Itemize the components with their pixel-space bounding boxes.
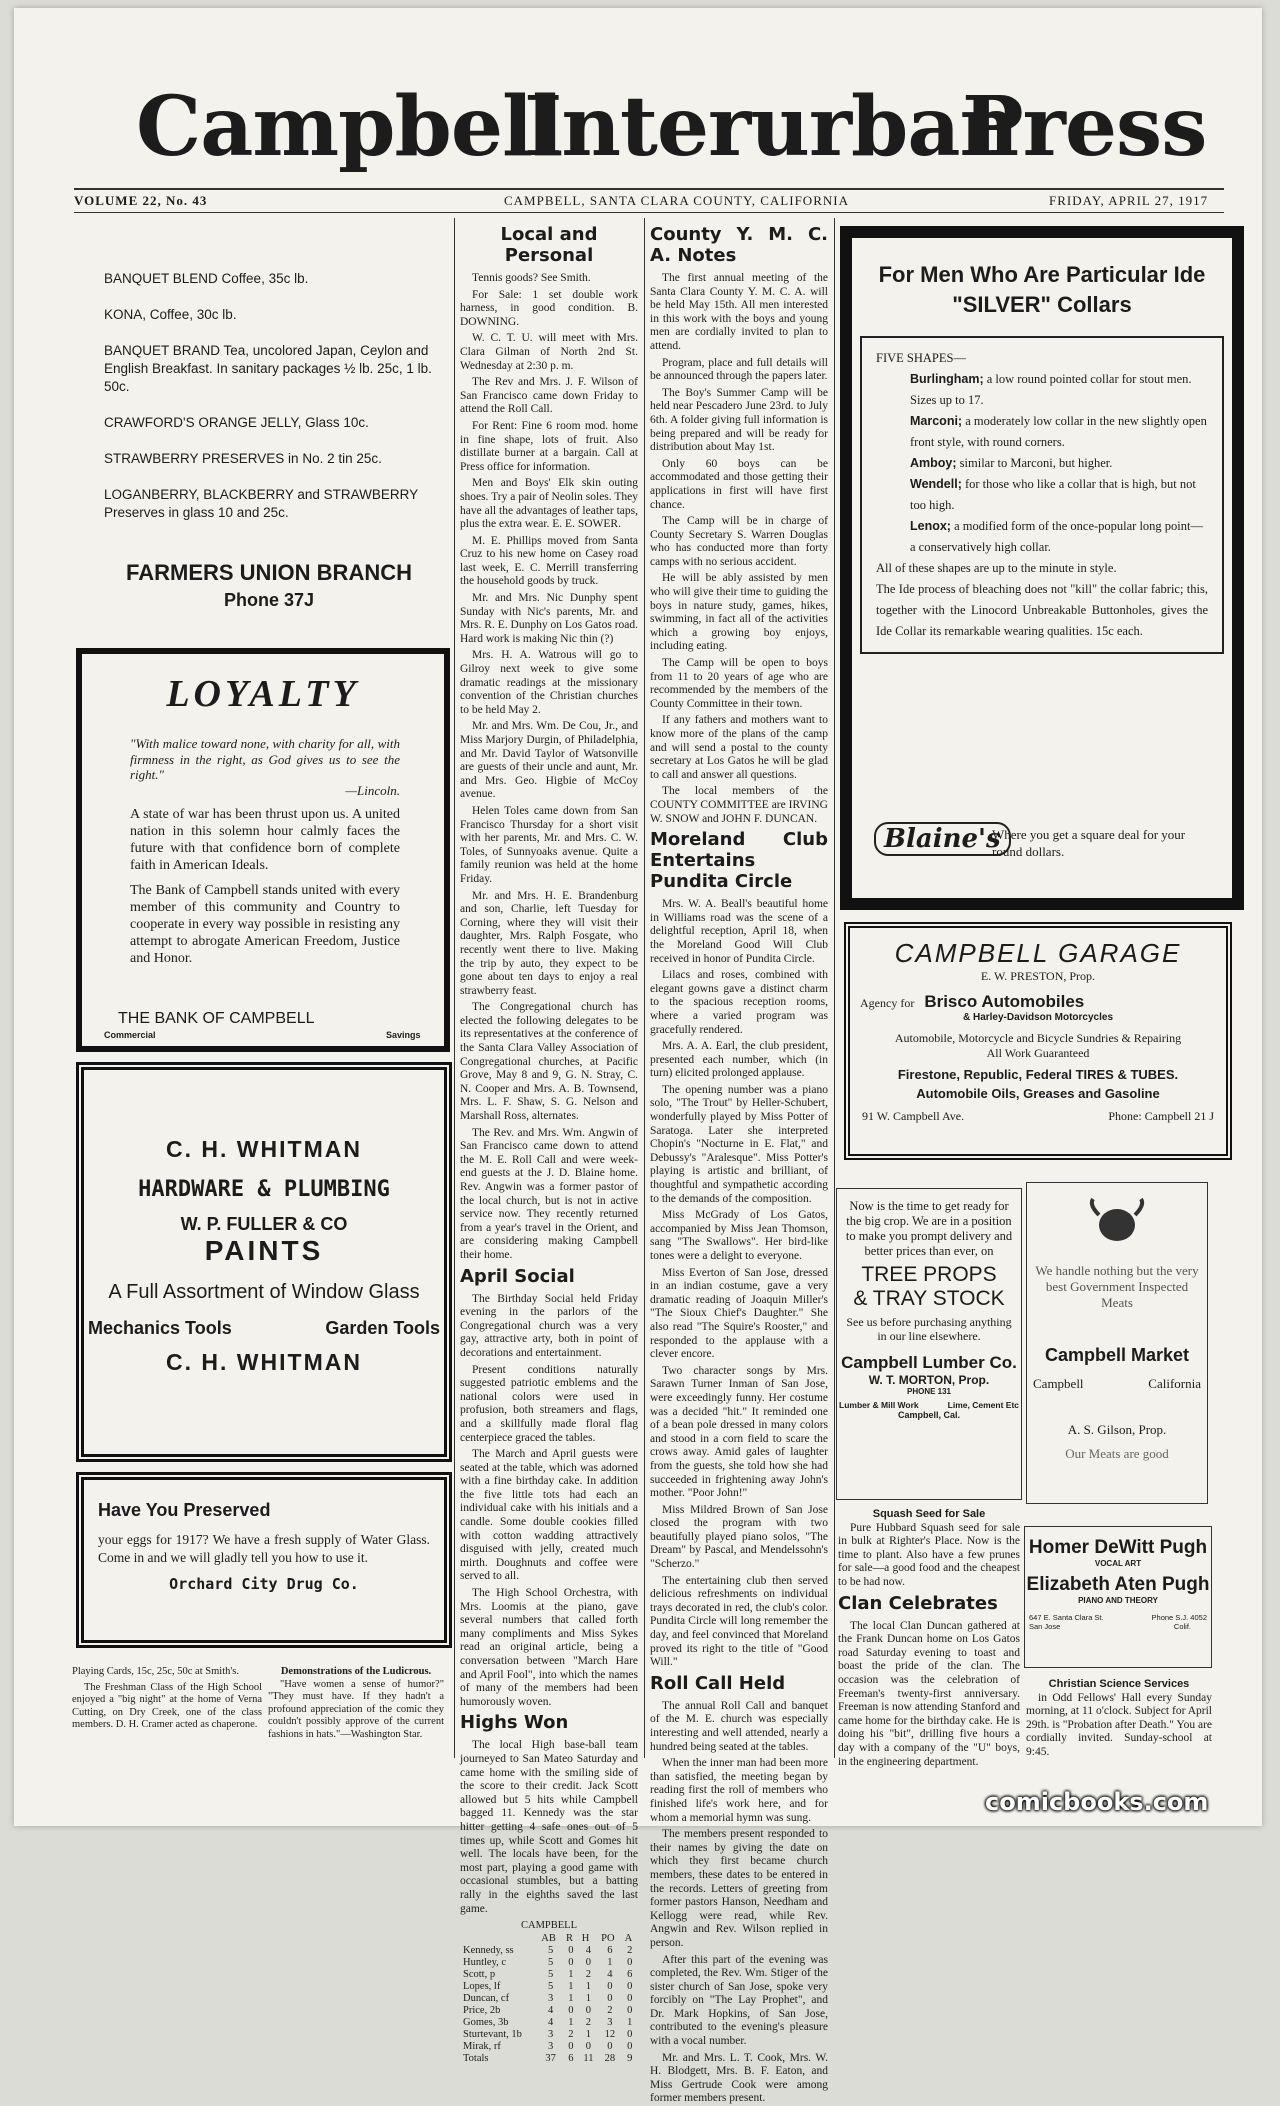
freshman-note: The Freshman Class of the High School enjoyed a "big night" at the home of Verna Cutting, on Dry Creek, one of the class members. D. H. Cramer acted as chaperone. xyxy=(72,1681,262,1730)
campbell-market-ad xyxy=(1026,1182,1208,1504)
collar-style-desc: similar to Marconi, but higher. xyxy=(959,456,1113,470)
box-score-row xyxy=(460,1957,638,1969)
score-cell: 9 xyxy=(627,2052,633,2064)
clan-body: The local Clan Duncan gathered at the Frank Duncan home on Los Gatos road Saturday evening to toast and boast the pride of the clan. The occasion was the celebration of Freeman's twenty-first anniversary. Freeman is now attending Stanford and came home for the birthday cake. He is doing his "bit", drilling five hours a day with a company of the "U" boys, in the engineering department. xyxy=(838,1619,1020,1768)
score-cell: 1 xyxy=(627,2016,633,2028)
moreland-item: Two character songs by Mrs. Sarawn Turner Inman of San Jose, were exceedingly funny. Her costume was a decided "hit." It reminded one of a bean pole dressed in many colors and stood in a corn field to scare the crows away. Amid gales of laughter from the guests, she told how she had succeeded in frightening away John's mother. "Poor John!" xyxy=(650,1364,828,1500)
local-personal-column xyxy=(460,222,638,2064)
lumber-left: Lumber & Mill Work xyxy=(839,1400,919,1410)
window-glass-line: A Full Assortment of Window Glass xyxy=(108,1281,420,1303)
campbell-garage-ad xyxy=(844,922,1232,1160)
column-rule xyxy=(834,218,835,1758)
score-cell: 0 xyxy=(607,2040,613,2052)
box-score-row xyxy=(460,2017,638,2029)
ymca-item: If any fathers and mothers want to know more of the plans of the camp and will send a postal to the county secretary at Los Gatos he will be glad to call and answer all questions. xyxy=(650,714,828,781)
local-item: The Rev and Mrs. J. F. Wilson of San Francisco came down Friday to attend the Roll Call. xyxy=(460,376,638,416)
drug-body: your eggs for 1917? We have a fresh supply of Water Glass. Come in and we will gladly tell you how to use it. xyxy=(98,1532,430,1565)
social-item: Present conditions naturally suggested patriotic emblems and the national colors were used in profusion, both streamers and flags, and a skillfully made floral flag centerpiece graced the tables. xyxy=(460,1363,638,1444)
blaines-logo: Blaine's xyxy=(874,822,1011,856)
ymca-item: Only 60 boys can be accommodated and those getting their applications in first will have first chance. xyxy=(650,457,828,511)
score-cell: R xyxy=(566,1932,574,1944)
ymca-item: The Boy's Summer Camp will be held near Pescadero June 23rd. to July 6th. A folder giving full information is being prepared and will be ready for distribution about May 1st. xyxy=(650,386,828,454)
market-prop: A. S. Gilson, Prop. xyxy=(1067,1422,1167,1437)
ymca-item: He will be ably assisted by men who will give their time to guiding the boys in nature study, games, hikes, swimming, in fact all of the activities which a growing boy enjoys, including eating. xyxy=(650,572,828,653)
lumber-intro: Now is the time to get ready for the big crop. We are in a position to make you prompt delivery and better prices than ever, on xyxy=(845,1199,1013,1258)
collar-style-desc: a moderately low collar in the new slightly open front style, with round corners. xyxy=(910,414,1207,449)
score-cell: 0 xyxy=(585,1956,592,1968)
box-score-title: CAMPBELL xyxy=(520,1920,577,1932)
score-cell: AB xyxy=(541,1932,556,1944)
pugh-sub1: VOCAL ART xyxy=(1094,1559,1142,1568)
local-title: Local and Personal xyxy=(500,224,598,266)
collar-style-name: Marconi; xyxy=(910,414,963,428)
ymca-title: County Y. M. C. A. Notes xyxy=(650,224,828,266)
moreland-item: Lilacs and roses, combined with elegant gowns gave a distinct charm to the spacious reception rooms, where a varied program was gracefully rendered. xyxy=(650,969,828,1036)
masthead-word-campbell: Campbell xyxy=(136,79,563,175)
collar-style xyxy=(876,474,1208,516)
score-cell: 0 xyxy=(627,2004,633,2016)
score-cell: Huntley, c xyxy=(463,1956,507,1968)
branch-name: FARMERS UNION BRANCH xyxy=(126,560,412,585)
lumber-town: Campbell, Cal. xyxy=(897,1410,960,1420)
ymca-column xyxy=(650,222,828,2105)
score-cell: 11 xyxy=(583,2052,594,2064)
local-item: The Congregational church has elected the following delegates to be its representatives at the conference of the Santa Clara Valley Association of Congregational churches, at Pacific Grove, May 8 and 9, G. N. Stray, C. N. Cooper and Mrs. A. B. Townsend, Mrs. L. F. Shaw, S. G. Nelson and Marshall Ross, alternates. xyxy=(460,1001,638,1123)
moreland-title: Moreland Club Entertains Pundita Circle xyxy=(650,829,828,893)
moreland-item: Mrs. A. A. Earl, the club president, presented each number, which (in turn) elicited prolonged applause. xyxy=(650,1040,828,1080)
five-shapes: FIVE SHAPES— xyxy=(876,351,966,365)
grocery-ad xyxy=(104,270,434,540)
box-score-header xyxy=(460,1933,638,1945)
ludicrous-title: Demonstrations of the Ludicrous. xyxy=(280,1666,432,1677)
collar-style-desc: a low round pointed collar for stout men. Sizes up to 17. xyxy=(910,372,1192,407)
grocery-item: STRAWBERRY PRESERVES in No. 2 tin 25c. xyxy=(104,451,382,466)
agency-label: Agency for xyxy=(860,996,915,1010)
ymca-item: The first annual meeting of the Santa Clara County Y. M. C. A. will be held May 15th. All men interested in this work with the boys and young men are cordially invited to plan to attend. xyxy=(650,272,828,352)
score-cell: 2 xyxy=(627,1944,633,1956)
steer-head-icon xyxy=(1087,1197,1147,1247)
paints-line: PAINTS xyxy=(204,1235,324,1266)
score-cell: 1 xyxy=(607,1956,613,1968)
score-cell: 1 xyxy=(568,1980,574,1992)
collar-style-name: Lenox; xyxy=(910,519,951,533)
box-score-row xyxy=(460,1993,638,2005)
score-cell: 1 xyxy=(585,1980,592,1992)
score-cell: 0 xyxy=(627,1956,633,1968)
savings-label: Savings xyxy=(386,1030,421,1040)
collar-style xyxy=(876,453,1208,474)
pugh-city: San Jose xyxy=(1029,1622,1061,1631)
collar-style xyxy=(876,411,1208,453)
column-rule xyxy=(454,218,455,1758)
score-cell: 0 xyxy=(627,2040,633,2052)
score-cell: 4 xyxy=(548,2016,554,2028)
local-item: M. E. Phillips moved from Santa Cruz to his new home on Casey road last week, E. C. Merrill transferring the household goods by truck. xyxy=(460,534,638,588)
local-item: Helen Toles came down from San Francisco Thursday for a short visit with her parents, Mr. and Mrs. C. W. Toles, of Sunnyoaks avenue. Quite a family reunion was held at the home Friday. xyxy=(460,804,638,885)
roll-call-item: After this part of the evening was completed, the Rev. Wm. Stiger of the sister church of San Jose, spoke very forcibly on "The Lay Prophet", and Dr. Mark Hopkins, of San Jose, contributed to the evening's pleasure with a vocal number. xyxy=(650,1953,828,2048)
score-cell: 1 xyxy=(568,1968,574,1980)
market-intro: We handle nothing but the very best Government Inspected Meats xyxy=(1035,1263,1199,1310)
ide-collars-ad xyxy=(840,226,1244,910)
score-cell: 2 xyxy=(585,2016,592,2028)
collar-style-name: Amboy; xyxy=(910,456,957,470)
score-cell: 3 xyxy=(607,2016,613,2028)
score-cell: 0 xyxy=(568,2040,574,2052)
collars-title: For Men Who Are Particular Ide "SILVER" Collars xyxy=(878,262,1206,317)
masthead-word-press: Press xyxy=(962,79,1207,175)
ludicrous-item xyxy=(268,1666,444,1744)
collar-style-name: Wendell; xyxy=(910,477,962,491)
garage-brand: Brisco Automobiles xyxy=(924,992,1085,1011)
highs-won-title: Highs Won xyxy=(460,1712,569,1734)
box-score-row xyxy=(460,1981,638,1993)
roll-call-item: The members present responded to their names by giving the date on which they first became church members, these dates to be entered in the records. Letters of greeting from former pastors Hanson, Needham and Kellogg were read, while Rev. Angwin and Rev. Wilson replied in person. xyxy=(650,1828,828,1949)
score-cell: 4 xyxy=(585,1944,592,1956)
garage-line: All Work Guaranteed xyxy=(986,1046,1090,1060)
lumber-right: Lime, Cement Etc xyxy=(947,1400,1019,1410)
bottom-left-items xyxy=(72,1666,262,1735)
score-cell: 4 xyxy=(607,1968,613,1980)
score-cell: 3 xyxy=(548,2028,554,2040)
loyalty-paragraph: The Bank of Campbell stands united with every member of this community and Country to cooperate in every way possible in resisting any attempt to abrogate American Freedom, Justice and Honor. xyxy=(130,883,400,966)
local-item: Mr. and Mrs. Nic Dunphy spent Sunday with Nic's parents, Mr. and Mrs. R. E. Dunphy on Los Gatos road. Hard work is making Nic thin (?) xyxy=(460,592,638,645)
local-item: Mrs. H. A. Watrous will go to Gilroy next week to give some dramatic readings at the missionary convention of the Christian churches to be held May 2. xyxy=(460,649,638,716)
local-item: Mr. and Mrs. H. E. Brandenburg and son, Charlie, left Tuesday for Corning, where they will visit their daughter, Mrs. Ralph Fosgate, who recently went there to live. Making the trip by auto, they expect to be gone about ten days to enjoy a real strawberry feast. xyxy=(460,889,638,997)
score-cell: 1 xyxy=(568,2016,574,2028)
box-score-row xyxy=(460,2029,638,2041)
score-cell: 12 xyxy=(604,2028,616,2040)
lumber-name: Campbell Lumber Co. xyxy=(841,1353,1017,1372)
score-cell: 0 xyxy=(585,2004,592,2016)
christian-science-notice xyxy=(1026,1678,1212,1763)
garage-tires: Firestone, Republic, Federal TIRES & TUBES. xyxy=(897,1067,1179,1082)
volume-number: VOLUME 22, No. 43 xyxy=(74,193,208,208)
collar-style-desc: a modified form of the once-popular long point—a conservatively high collar. xyxy=(910,519,1204,554)
score-cell: 5 xyxy=(548,1956,554,1968)
social-item: The March and April guests were seated at the table, which was adorned with a fine birthday cake. In addition the five little tots had each an individual cake with his initials and a candle. Some double cookies filled with cotton wadding attractively disguised with jelly, created much mirth. Doughnuts and coffee were served to all. xyxy=(460,1448,638,1583)
fuller-line: W. P. FULLER & CO xyxy=(180,1214,348,1234)
dateline xyxy=(74,188,1224,213)
column-rule xyxy=(644,218,645,1758)
commercial-label: Commercial xyxy=(104,1030,156,1040)
score-cell: 0 xyxy=(607,1980,613,1992)
local-item: Men and Boys' Elk skin outing shoes. Try a pair of Neolin soles. They have all the advantages of leather taps, plus the extra wear. E. E. SOWER. xyxy=(460,477,638,531)
garage-oils: Automobile Oils, Greases and Gasoline xyxy=(916,1086,1160,1101)
squash-clan-column xyxy=(838,1508,1020,1768)
moreland-item: Miss Everton of San Jose, dressed in an indian costume, gave a very dramatic reading of Joaquin Miller's "The Sioux Chief's Daughter." She also read "The Squire's Rooster," and responded to the applause with a clever encore. xyxy=(650,1266,828,1361)
roll-call-item: Mr. and Mrs. L. T. Cook, Mrs. W. H. Blodgett, Mrs. B. F. Eaton, and Miss Gertrude Cook were among former members present. xyxy=(650,2051,828,2105)
score-cell: 0 xyxy=(568,1956,574,1968)
lumber-phone: PHONE 131 xyxy=(906,1387,952,1396)
local-item: Mr. and Mrs. Wm. De Cou, Jr., and Miss Marjory Durgin, of Philadelphia, and Mr. David Taylor of Watsonville are guests of their uncle and aunt, Mr. and Mrs. Geo. Higbie of McCoy avenue. xyxy=(460,720,638,801)
score-cell: A xyxy=(624,1932,633,1944)
roll-call-title: Roll Call Held xyxy=(650,1672,786,1694)
orchard-drug-ad xyxy=(76,1472,452,1648)
score-cell: 1 xyxy=(585,2028,592,2040)
garden-tools: Garden Tools xyxy=(325,1318,440,1338)
grocery-item: KONA, Coffee, 30c lb. xyxy=(104,307,237,322)
blaines-slogan: Where you get a square deal for your round dollars. xyxy=(992,827,1186,859)
ludicrous-body: "Have women a sense of humor?" "They must have. If they hadn't a profound appreciation of the comic they couldn't possibly approve of the current fashions in hats."—Washington Star. xyxy=(268,1678,444,1740)
score-cell: Gomes, 3b xyxy=(463,2016,509,2028)
market-left: Campbell xyxy=(1033,1376,1084,1391)
box-score-row xyxy=(460,2053,638,2065)
collar-style-name: Burlingham; xyxy=(910,372,984,386)
campbell-lumber-ad xyxy=(836,1188,1022,1500)
bank-name: THE BANK OF CAMPBELL xyxy=(118,1010,315,1027)
drug-title: Have You Preserved xyxy=(98,1500,271,1520)
box-score-row xyxy=(460,1945,638,1957)
local-item: W. C. T. U. will meet with Mrs. Clara Gilman of North 2nd St. Wednesday at 2:30 p. m. xyxy=(460,332,638,372)
score-cell: 37 xyxy=(545,2052,556,2064)
squash-body: Pure Hubbard Squash seed for sale in bulk at Righter's Place. Now is the time to plant. Also have a few prunes for sale—a good food and the cheapest to be had now. xyxy=(838,1521,1020,1588)
lumber-big1: TREE PROPS xyxy=(861,1263,997,1286)
score-cell: 0 xyxy=(627,2028,633,2040)
score-cell: 2 xyxy=(585,1968,592,1980)
score-cell: Mirak, rf xyxy=(463,2040,501,2052)
box-score-row xyxy=(460,2041,638,2053)
social-item: The Birthday Social held Friday evening in the parlors of the Congregational church was a very gay, attractive arty, both in point of decorations and entertainment. xyxy=(460,1292,638,1359)
garage-line: Automobile, Motorcycle and Bicycle Sundries & Repairing xyxy=(894,1031,1182,1045)
score-cell: 5 xyxy=(548,1968,554,1980)
score-cell: 28 xyxy=(604,2052,616,2064)
whitman-hardware-ad xyxy=(76,1062,452,1462)
lumber-prop: W. T. MORTON, Prop. xyxy=(868,1373,990,1387)
collar-style xyxy=(876,369,1208,411)
score-cell: 1 xyxy=(585,1992,592,2004)
moreland-item: Mrs. W. A. Beall's beautiful home in Williams road was the scene of a delightful reception, April 18, when the Moreland Good Will Club received in honor of Pundita Circle. xyxy=(650,898,828,965)
grocery-item: CRAWFORD'S ORANGE JELLY, Glass 10c. xyxy=(104,415,369,430)
watermark: comicbooks.com xyxy=(985,1788,1209,1816)
score-cell: 0 xyxy=(568,2004,574,2016)
score-cell: 2 xyxy=(568,2028,574,2040)
score-cell: 0 xyxy=(585,2040,592,2052)
score-cell xyxy=(460,1933,538,1945)
score-cell: 0 xyxy=(627,1980,633,1992)
score-cell: 3 xyxy=(548,2040,554,2052)
pugh-phone: Phone S.J. 4052 xyxy=(1151,1613,1207,1622)
market-name: Campbell Market xyxy=(1044,1345,1190,1365)
loyalty-paragraph: A state of war has been thrust upon us. A united nation in this solemn hour calmly faces the future with that confidence born of complete faith in American Ideals. xyxy=(130,807,400,873)
april-social-title: April Social xyxy=(460,1265,575,1287)
masthead xyxy=(14,79,1262,196)
social-item: The High School Orchestra, with Mrs. Loomis at the piano, gave several numbers that called forth many compliments and Miss Sykes read an original article, being a conversation between "March Hare and April Fool", into which the names of many of the members had been humorously woven. xyxy=(460,1587,638,1708)
science-title: Christian Science Services xyxy=(1048,1678,1190,1690)
playing-cards-note: Playing Cards, 15c, 25c, 50c at Smith's. xyxy=(72,1666,239,1677)
box-score-table xyxy=(460,1933,638,2065)
ymca-item: Program, place and full details will be announced through the papers later. xyxy=(650,356,828,383)
score-cell: 0 xyxy=(607,1992,613,2004)
local-item: Tennis goods? See Smith. xyxy=(472,272,591,284)
box-score-row xyxy=(460,1969,638,1981)
bank-loyalty-ad xyxy=(76,648,450,1052)
issue-date: FRIDAY, APRIL 27, 1917 xyxy=(1049,193,1209,208)
score-cell: PO xyxy=(601,1932,615,1944)
place-line: CAMPBELL, SANTA CLARA COUNTY, CALIFORNIA xyxy=(504,193,849,208)
garage-title: CAMPBELL GARAGE xyxy=(894,938,1182,968)
collars-process: The Ide process of bleaching does not "kill" the collar fabric; this, together with the Linocord Unbreakable Buttonholes, gives the Ide Collar its remarkable wearing qualities. 15c each. xyxy=(876,582,1208,638)
score-cell: H xyxy=(581,1932,590,1944)
score-cell: Kennedy, ss xyxy=(463,1944,514,1956)
farmers-union-ad xyxy=(104,560,434,611)
score-cell: 6 xyxy=(607,1944,613,1956)
roll-call-item: The annual Roll Call and banquet of the M. E. church was especially interesting and well attended, nearly a hundred being seated at the tables. xyxy=(650,1699,828,1753)
squash-title: Squash Seed for Sale xyxy=(872,1508,986,1520)
score-cell: 6 xyxy=(568,2052,574,2064)
moreland-item: The entertaining club then served delicious refreshments on individual trays decorated in red, the club's color. Pundita Circle will long remember the day, and feel convinced that Moreland proved its right to the title of "Good Will." xyxy=(650,1574,828,1669)
local-item: For Sale: 1 set double work harness, in good condition. B. DOWNING. xyxy=(460,288,638,328)
garage-phone: Phone: Campbell 21 J xyxy=(1108,1109,1214,1123)
newspaper-page xyxy=(14,8,1262,2105)
score-cell: 5 xyxy=(548,1980,554,1992)
moreland-item: Miss Mildred Brown of San Jose closed the program with two beautifully played piano solos, "The Dream" by Pascal, and Mendelssohn's "Scherzo." xyxy=(650,1503,828,1571)
whitman-name-footer: C. H. WHITMAN xyxy=(166,1349,362,1375)
grocery-item: LOGANBERRY, BLACKBERRY and STRAWBERRY Preserves in glass 10 and 25c. xyxy=(104,487,418,520)
drug-store-name: Orchard City Drug Co. xyxy=(169,1575,359,1593)
score-cell: 0 xyxy=(627,1992,633,2004)
whitman-name: C. H. WHITMAN xyxy=(166,1136,362,1162)
moreland-item: Miss McGrady of Los Gatos, accompanied by Miss Jean Thomson, sang "The Swallows". Her bird-like tones were a delight to everyone. xyxy=(650,1209,828,1262)
score-cell: Price, 2b xyxy=(463,2004,501,2016)
garage-address: 91 W. Campbell Ave. xyxy=(862,1109,965,1123)
score-cell: 1 xyxy=(568,1992,574,2004)
roll-call-item: When the inner man had been more than satisfied, the meeting began by reading first the roll of members who finished life's work here, and for whom a memorial hymn was sung. xyxy=(650,1757,828,1824)
local-item: For Rent: Fine 6 room mod. home in fine shape, lots of fruit. Also distillate burner at a bargain. Call at Press office for information. xyxy=(460,419,638,473)
box-score-row xyxy=(460,2005,638,2017)
collar-style xyxy=(876,516,1208,558)
branch-phone: Phone 37J xyxy=(223,590,315,610)
lumber-big2: & TRAY STOCK xyxy=(853,1287,1005,1310)
score-cell: 2 xyxy=(607,2004,613,2016)
local-item: The Rev. and Mrs. Wm. Angwin of San Francisco came down to attend the M. E. Roll Call and were week-end guests at the J. D. Blaine home. Rev. Angwin was a former pastor of the local church, but is not in active service now. They recently returned from a year's travel in the Orient, and are considering making Campbell their home. xyxy=(460,1126,638,1261)
lincoln-quote: "With malice toward none, with charity for all, with firmness in the right, as God gives us to see the right." xyxy=(130,736,400,782)
pugh-studio-ad xyxy=(1024,1526,1212,1668)
score-cell: 4 xyxy=(548,2004,554,2016)
score-cell: 6 xyxy=(627,1968,633,1980)
grocery-item: BANQUET BLEND Coffee, 35c lb. xyxy=(104,271,309,286)
score-cell: Scott, p xyxy=(463,1968,496,1980)
ymca-item: The Camp will be in charge of County Secretary S. Warren Douglas who has conducted more than forty camps with no serious accident. xyxy=(650,515,828,568)
quote-author: —Lincoln. xyxy=(345,782,400,798)
hardware-plumbing: HARDWARE & PLUMBING xyxy=(138,1177,390,1202)
mechanics-tools: Mechanics Tools xyxy=(88,1318,232,1338)
score-cell: 5 xyxy=(548,1944,554,1956)
moreland-item: The opening number was a piano solo, "The Trout" by Heller-Schubert, wonderfully played by Miss Potter of Saratoga. Later she interpreted Chopin's "Nocturne in E. Flat," and Debussy's "Aralesque". Miss Potter's playing is artistic and brilliant, of thoughtful and sympathetic according to the demands of the composition. xyxy=(650,1083,828,1205)
pugh-address: 647 E. Santa Clara St. xyxy=(1029,1613,1104,1622)
score-cell: Sturtevant, 1b xyxy=(463,2028,522,2040)
clan-title: Clan Celebrates xyxy=(838,1592,998,1614)
pugh-name1: Homer DeWitt Pugh xyxy=(1028,1537,1208,1558)
collars-note: All of these shapes are up to the minute in style. xyxy=(876,561,1117,575)
ymca-item: The local members of the COUNTY COMMITTEE are IRVING W. SNOW and JOHN F. DUNCAN. xyxy=(650,785,828,825)
market-slogan: Our Meats are good xyxy=(1065,1446,1169,1461)
score-cell: Duncan, cf xyxy=(463,1992,510,2004)
garage-owner: E. W. PRESTON, Prop. xyxy=(980,969,1096,983)
science-body: in Odd Fellows' Hall every Sunday morning, at 11 o'clock. Subject for April 29th. is "Probation after Death." You are cordially invited. Sunday-school at 9:45. xyxy=(1026,1691,1213,1758)
lumber-note: See us before purchasing anything in our line elsewhere. xyxy=(846,1315,1012,1343)
garage-brand2: & Harley-Davidson Motorcycles xyxy=(962,1012,1114,1023)
pugh-sub2: PIANO AND THEORY xyxy=(1078,1596,1158,1605)
masthead-word-interurban: Interurban xyxy=(524,79,1019,175)
grocery-item: BANQUET BRAND Tea, uncolored Japan, Ceylon and English Breakfast. In sanitary packages ½ lb. 25c, 1 lb. 50c. xyxy=(104,343,432,394)
ymca-item: The Camp will be open to boys from 11 to 20 years of age who are recommended by the members of the County Committee in their town. xyxy=(650,657,828,710)
score-cell: Lopes, lf xyxy=(463,1980,501,1992)
market-right: California xyxy=(1148,1376,1201,1391)
pugh-name2: Elizabeth Aten Pugh xyxy=(1026,1574,1210,1595)
pugh-state: Colif. xyxy=(1173,1622,1191,1631)
highs-won-body: The local High base-ball team journeyed to San Mateo Saturday and came home with the smiling side of the score to their credit. Jack Scott allowed but 5 hits while Campbell bagged 11. Kennedy was the star hitter getting 4 safe ones out of 5 times up, while Scott and Gomes hit well. The locals have been, for the most part, playing a good game with occasional stumbles, but a batting rally in the eighths saved the last game. xyxy=(460,1739,638,1915)
score-cell: 3 xyxy=(548,1992,554,2004)
score-cell: Totals xyxy=(463,2052,489,2064)
loyalty-title: LOYALTY xyxy=(166,673,360,715)
collar-style-desc: for those who like a collar that is high, but not too high. xyxy=(910,477,1196,512)
score-cell: 0 xyxy=(568,1944,574,1956)
